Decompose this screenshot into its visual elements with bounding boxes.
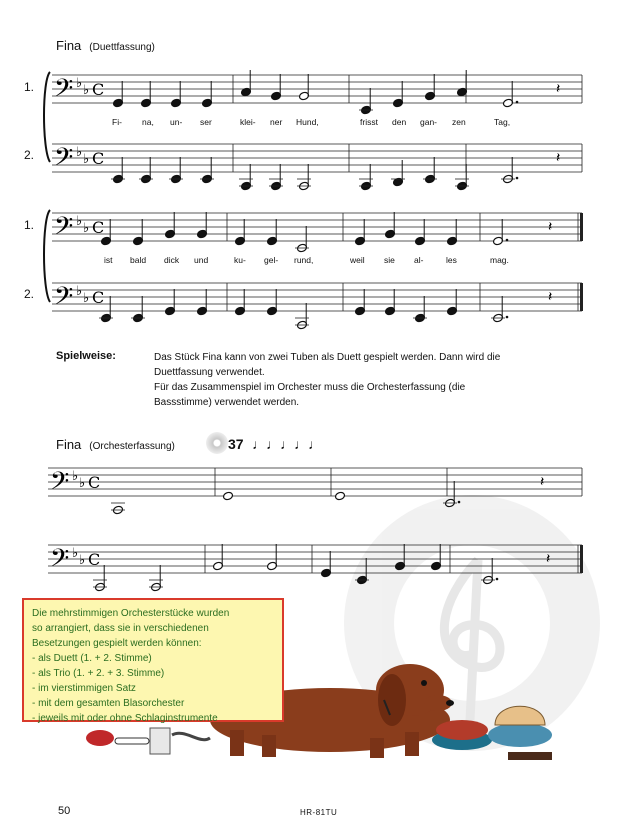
lyric-syllable: sie bbox=[384, 255, 395, 265]
lyric-syllable: dick bbox=[164, 255, 180, 265]
voice-label-1: 1. bbox=[24, 80, 35, 94]
info-line: - im vierstimmigen Satz bbox=[32, 683, 136, 694]
rest-icon: 𝄽 bbox=[548, 289, 553, 305]
playing-label: Spielweise: bbox=[56, 350, 116, 362]
lyric-syllable: ist bbox=[104, 255, 113, 265]
lyric-syllable: weil bbox=[350, 255, 365, 265]
bass-clef-icon: 𝄢 bbox=[54, 212, 74, 247]
lyric-syllable: Tag, bbox=[494, 117, 511, 127]
rest-icon: 𝄽 bbox=[548, 219, 553, 235]
lyric-syllable: al- bbox=[414, 255, 424, 265]
final-bar-line bbox=[580, 213, 583, 241]
flat-icon: ♭ bbox=[72, 546, 79, 561]
common-time-icon: C bbox=[92, 80, 105, 99]
bass-clef-icon: 𝄢 bbox=[54, 74, 74, 109]
flat-icon: ♭ bbox=[83, 152, 90, 167]
note-dot bbox=[506, 316, 509, 319]
flat-icon: ♭ bbox=[72, 469, 79, 484]
lyric-syllable: zen bbox=[452, 117, 466, 127]
lyric-syllable: und bbox=[194, 255, 209, 265]
duet-title-block bbox=[56, 38, 155, 53]
lyric-syllable: gel- bbox=[264, 255, 279, 265]
duet-title: Fina bbox=[56, 38, 82, 53]
track-number: 37 bbox=[228, 436, 244, 452]
final-bar-line bbox=[580, 545, 583, 573]
playing-line: Das Stück Fina kann von zwei Tuben als Duett gespielt werden. Dann wird die bbox=[154, 352, 501, 363]
flat-icon: ♭ bbox=[83, 221, 90, 236]
flat-icon: ♭ bbox=[76, 214, 83, 229]
voice-label-2: 2. bbox=[24, 148, 35, 162]
count-in-notes: ♩♩♩♩♩ bbox=[252, 436, 322, 452]
page-number: 50 bbox=[58, 805, 71, 817]
orchestra-title: Fina bbox=[56, 437, 82, 452]
note-dot bbox=[516, 101, 519, 104]
orchestra-title-block bbox=[56, 437, 175, 452]
bass-clef-icon: 𝄢 bbox=[50, 544, 70, 579]
lyric-syllable: Hund, bbox=[296, 117, 319, 127]
note-head bbox=[335, 491, 346, 501]
note-dot bbox=[496, 578, 499, 581]
info-line: so arrangiert, dass sie in verschiedenen bbox=[32, 623, 209, 634]
common-time-icon: C bbox=[88, 550, 101, 569]
info-line: - als Trio (1. + 2. + 3. Stimme) bbox=[32, 668, 165, 679]
info-line: - mit dem gesamten Blasorchester bbox=[32, 698, 185, 709]
lyric-syllable: ser bbox=[200, 117, 212, 127]
voice-label-1-system-2: 1. bbox=[24, 218, 35, 232]
rest-icon: 𝄽 bbox=[546, 551, 551, 567]
bass-clef-icon: 𝄢 bbox=[54, 143, 74, 178]
common-time-icon: C bbox=[88, 473, 101, 492]
lyric-syllable: bald bbox=[130, 255, 147, 265]
flat-icon: ♭ bbox=[83, 291, 90, 306]
lyric-syllable: klei- bbox=[240, 117, 256, 127]
lyric-syllable: un- bbox=[170, 117, 183, 127]
lyric-syllable: mag. bbox=[490, 255, 509, 265]
lyric-syllable: rund, bbox=[294, 255, 314, 265]
system-brace bbox=[44, 72, 50, 162]
flat-icon: ♭ bbox=[79, 553, 86, 568]
flat-icon: ♭ bbox=[76, 284, 83, 299]
lyric-syllable: na, bbox=[142, 117, 154, 127]
bass-clef-icon: 𝄢 bbox=[50, 467, 70, 502]
playing-line: Für das Zusammenspiel im Orchester muss die Orchesterfassung (die bbox=[154, 382, 466, 393]
info-line: Die mehrstimmigen Orchesterstücke wurden bbox=[32, 608, 230, 619]
common-time-icon: C bbox=[92, 149, 105, 168]
note-head bbox=[223, 491, 234, 501]
lyric-syllable: frisst bbox=[360, 117, 378, 127]
system-brace bbox=[44, 210, 50, 302]
flat-icon: ♭ bbox=[79, 476, 86, 491]
final-bar-line bbox=[580, 283, 583, 311]
lyric-syllable: ner bbox=[270, 117, 283, 127]
rest-icon: 𝄽 bbox=[556, 150, 561, 166]
playing-line: Duettfassung verwendet. bbox=[154, 367, 265, 378]
bones-illustration bbox=[86, 728, 210, 754]
voice-label-2-system-2: 2. bbox=[24, 287, 35, 301]
playing-line: Bassstimme) verwendet werden. bbox=[154, 397, 300, 408]
common-time-icon: C bbox=[92, 218, 105, 237]
flat-icon: ♭ bbox=[76, 145, 83, 160]
duet-subtitle: (Duettfassung) bbox=[89, 42, 155, 53]
common-time-icon: C bbox=[92, 288, 105, 307]
lyric-syllable: gan- bbox=[420, 117, 438, 127]
system-2 bbox=[44, 210, 583, 330]
note-dot bbox=[506, 239, 509, 242]
info-line: - als Duett (1. + 2. Stimme) bbox=[32, 653, 152, 664]
system-1 bbox=[44, 70, 582, 191]
lyric-syllable: den bbox=[392, 117, 407, 127]
lyric-syllable: les bbox=[446, 255, 457, 265]
lyric-syllable: ku- bbox=[234, 255, 246, 265]
info-box bbox=[22, 598, 284, 722]
publication-code: HR-81TU bbox=[300, 808, 338, 817]
flat-icon: ♭ bbox=[76, 76, 83, 91]
orchestra-subtitle: (Orchesterfassung) bbox=[89, 441, 175, 452]
flat-icon: ♭ bbox=[83, 83, 90, 98]
info-line: - jeweils mit oder ohne Schlaginstrumente bbox=[32, 713, 218, 724]
rest-icon: 𝄽 bbox=[540, 474, 545, 490]
note-dot bbox=[516, 177, 519, 180]
lyric-syllable: Fi- bbox=[112, 117, 122, 127]
note-dot bbox=[458, 501, 461, 504]
cd-icon bbox=[206, 432, 228, 454]
bass-clef-icon: 𝄢 bbox=[54, 282, 74, 317]
rest-icon: 𝄽 bbox=[556, 81, 561, 97]
info-line: Besetzungen gespielt werden können: bbox=[32, 638, 202, 649]
playing-description bbox=[154, 350, 594, 410]
